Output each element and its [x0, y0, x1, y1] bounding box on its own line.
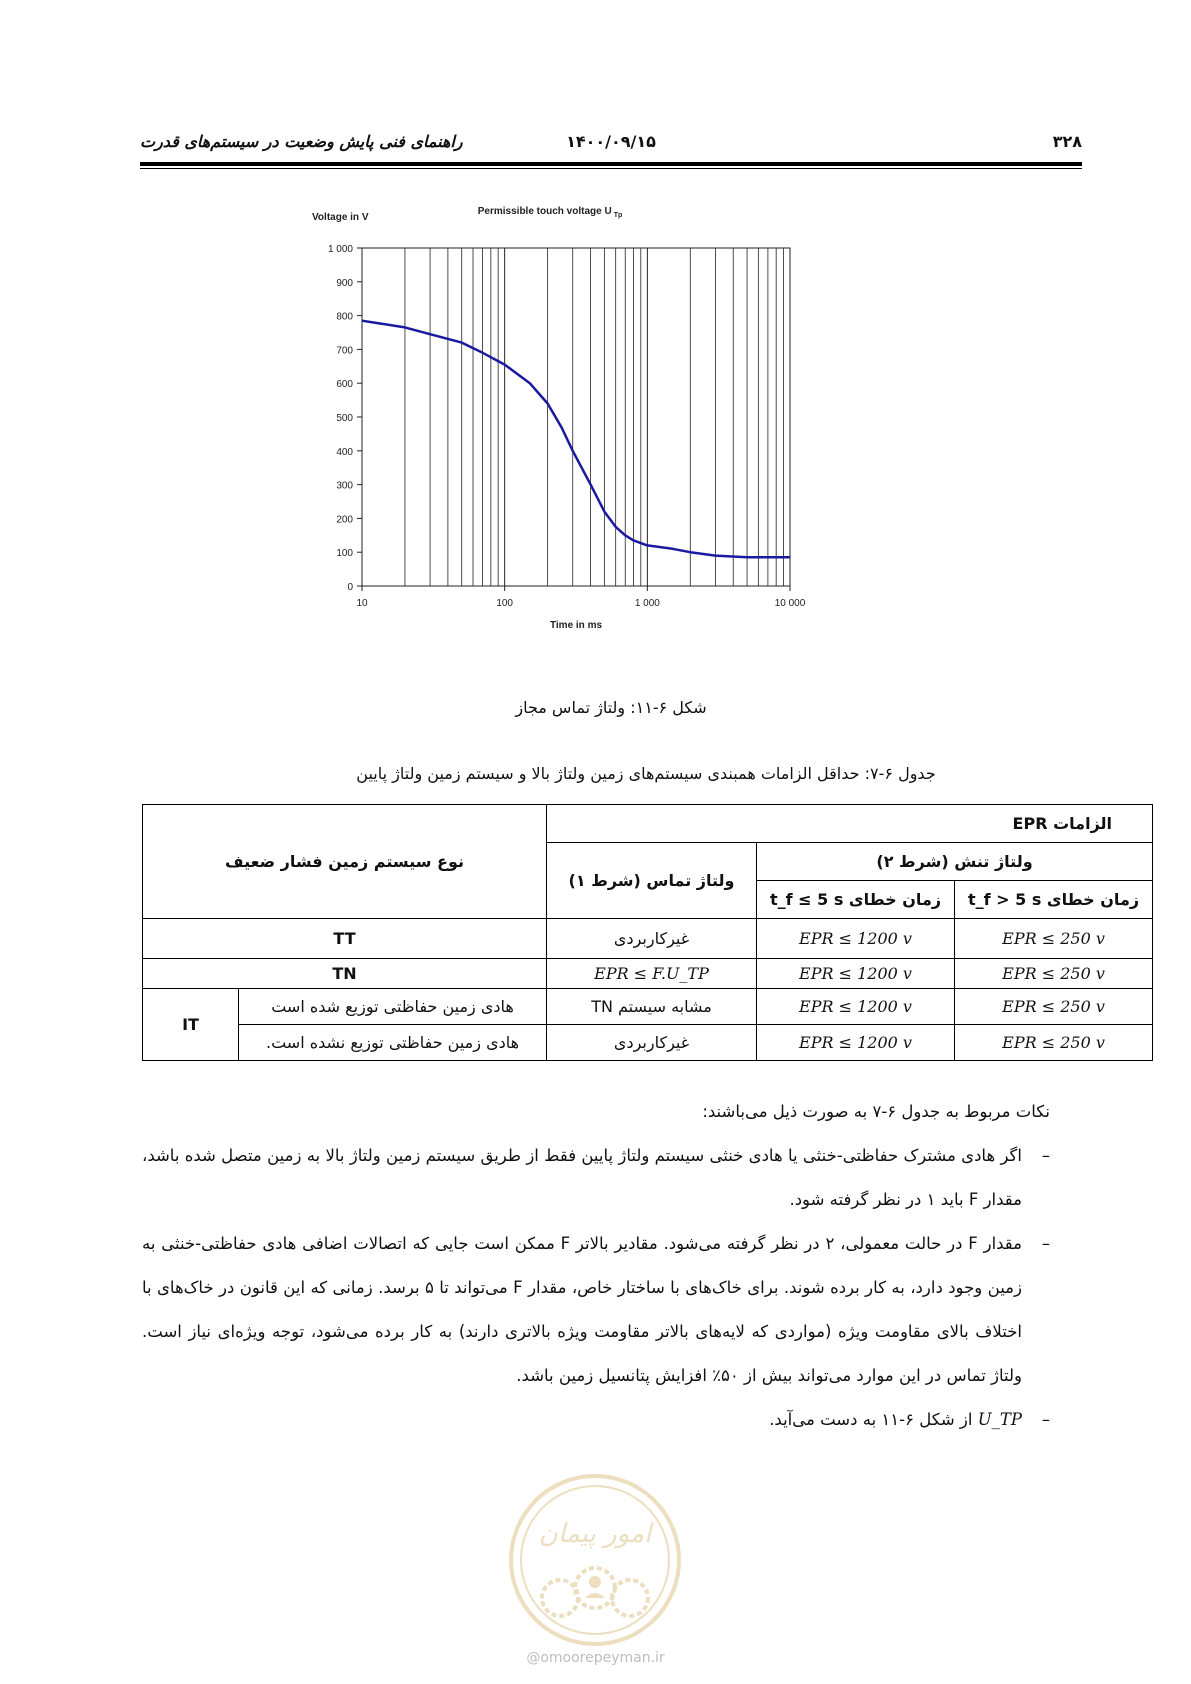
cell-it2-desc: هادی زمین حفاظتی توزیع نشده است.: [239, 1025, 547, 1061]
x-tick-label: 1 000: [634, 598, 660, 609]
x-tick-label: 10 000: [774, 598, 806, 609]
bullet-dash-2: –: [1041, 1234, 1050, 1253]
y-tick-label: 800: [336, 311, 353, 323]
cell-tn-short: EPR ≤ 1200 v: [757, 959, 955, 989]
cell-it1-touch: مشابه سیستم TN: [547, 989, 757, 1025]
cell-tt-touch: غیرکاربردی: [547, 919, 757, 959]
note-symbol-utp: U_TP: [977, 1410, 1022, 1429]
header-lv-system: نوع سیستم زمین فشار ضعیف: [143, 805, 547, 919]
table-row-it-distributed: [143, 989, 1153, 1025]
header-rule-thick: [140, 162, 1082, 166]
y-tick-label: 600: [336, 379, 353, 391]
table-row-tn: [143, 959, 1153, 989]
table-caption: جدول ۶-۷: حداقل الزامات همبندی سیستم‌های زمین ولتاژ بالا و سیستم زمین ولتاژ پایین: [356, 764, 936, 783]
cell-tt-name: TT: [143, 919, 547, 959]
header-date: ۱۴۰۰/۰۹/۱۵: [566, 132, 656, 151]
cell-tn-touch: EPR ≤ F.U_TP: [547, 959, 757, 989]
header-stress-voltage: ولتاژ تنش (شرط ۲): [757, 843, 1153, 881]
table-row-it-not-distributed: [143, 1025, 1153, 1061]
y-tick-label: 200: [336, 514, 353, 526]
note-item-3: [142, 1398, 1050, 1442]
bullet-dash-1: –: [1041, 1146, 1050, 1165]
watermark-seal-icon: [505, 1470, 685, 1650]
touch-voltage-chart: [310, 206, 870, 682]
cell-it2-short: EPR ≤ 1200 v: [757, 1025, 955, 1061]
cell-it1-short: EPR ≤ 1200 v: [757, 989, 955, 1025]
page-number: ۳۲۸: [1052, 132, 1082, 151]
header-rule-thin: [140, 168, 1082, 169]
cell-it2-long: EPR ≤ 250 v: [955, 1025, 1153, 1061]
chart-title: Permissible touch voltage U $_{Tp}$: [477, 206, 623, 219]
cell-it1-desc: هادی زمین حفاظتی توزیع شده است: [239, 989, 547, 1025]
notes-intro: نکات مربوط به جدول ۶-۷ به صورت ذیل می‌باشند:: [702, 1102, 1050, 1121]
cell-tn-name: TN: [143, 959, 547, 989]
plot-frame: [362, 248, 790, 586]
header-title: راهنمای فنی پایش وضعیت در سیستم‌های قدرت: [140, 132, 463, 151]
note-item-2: [142, 1222, 1050, 1398]
y-tick-label: 700: [336, 345, 353, 357]
seal-text: امور پیمان: [538, 1519, 652, 1549]
y-tick-label: 400: [336, 446, 353, 458]
figure-caption: شکل ۶-۱۱: ولتاژ تماس مجاز: [515, 698, 707, 717]
y-tick-label: 1 000: [327, 244, 353, 255]
y-tick-label: 500: [336, 413, 353, 424]
header-short-fault: زمان خطای t_f ≤ 5 s: [757, 881, 955, 919]
notes-section: [142, 1090, 1050, 1442]
y-axis-label: Voltage in V: [312, 212, 369, 223]
x-axis-label: Time in ms: [549, 620, 603, 631]
header-touch-voltage: ولتاژ تماس (شرط ۱): [547, 843, 757, 919]
y-tick-label: 0: [347, 582, 353, 593]
cell-tt-short: EPR ≤ 1200 v: [757, 919, 955, 959]
x-tick-label: 10: [356, 598, 368, 609]
cell-tt-long: EPR ≤ 250 v: [955, 919, 1153, 959]
page-header: [140, 128, 1082, 158]
bonding-requirements-table: [142, 804, 1153, 1061]
note-text-1: اگر هادی مشترک حفاظتی-خنثی یا هادی خنثی سیستم ولتاژ پایین فقط از طریق سیستم زمین ولتاژ بالا به زمین متصل شده باشد، مقدار F باید ۱ در نظر گرفته شود.: [142, 1146, 1022, 1209]
x-tick-label: 100: [496, 598, 514, 609]
header-epr: الزامات EPR: [547, 805, 1153, 843]
y-tick-label: 100: [336, 548, 353, 560]
y-tick-label: 300: [336, 480, 353, 492]
cell-it-name: IT: [143, 989, 239, 1061]
note-item-1: [142, 1134, 1050, 1222]
watermark-footer: @omoorepeyman.ir: [526, 1650, 665, 1666]
note-text-2: مقدار F در حالت معمولی، ۲ در نظر گرفته می‌شود. مقادیر بالاتر F ممکن است جایی که اتصالات اضافی هادی حفاظتی-خنثی به زمین وجود دارد، به کار برده شوند. برای خاک‌های با ساختار خاص، مقدار F می‌تواند تا ۵ برسد. زمانی که این قانون در خاک‌های با اختلاف بالای مقاومت ویژه (مواردی که لایه‌های بالاتر مقاومت ویژه بالاتری دارند) به کار برده می‌شود، توجه ویژه‌ای نیاز است. ولتاژ تماس در این موارد می‌تواند بیش از ۵۰٪ افزایش پتانسیل زمین باشد.: [142, 1234, 1022, 1385]
series-line: [362, 321, 790, 558]
header-long-fault: زمان خطای t_f > 5 s: [955, 881, 1153, 919]
cell-it2-touch: غیرکاربردی: [547, 1025, 757, 1061]
cell-tn-long: EPR ≤ 250 v: [955, 959, 1153, 989]
note-text-3: از شکل ۶-۱۱ به دست می‌آید.: [769, 1410, 973, 1429]
y-tick-label: 900: [336, 277, 353, 289]
cell-it1-long: EPR ≤ 250 v: [955, 989, 1153, 1025]
bullet-dash-3: –: [1041, 1410, 1050, 1429]
table-row-tt: [143, 919, 1153, 959]
